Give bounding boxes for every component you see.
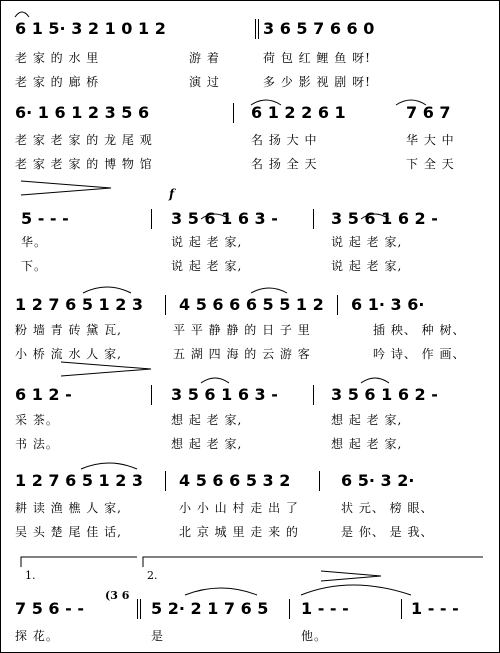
measure-3-notes: 7 6 7 xyxy=(406,103,451,122)
lyric: 多 少 影 视 剧 呀! xyxy=(263,75,371,89)
measure-2-notes: 6 1 2 2 6 1 xyxy=(251,103,346,122)
measure-4-notes: 1 - - - xyxy=(411,599,459,618)
volta-bracket-2 xyxy=(143,557,483,567)
lyric: 小 小 山 村 走 出 了 xyxy=(179,501,299,515)
slur xyxy=(201,378,229,383)
lyric: 老 家 老 家 的 博 物 馆 xyxy=(15,157,153,171)
lyric: 说 起 老 家, xyxy=(171,235,243,249)
lyric-verse-1 xyxy=(1,49,499,65)
measure-2-notes: 4 5 6 6 6 5 5 1 2 xyxy=(179,295,324,314)
lyric: 说 起 老 家, xyxy=(171,259,243,273)
slur xyxy=(83,287,131,293)
lyric-verse-1 xyxy=(1,131,499,147)
lyric-verse-1 xyxy=(1,321,499,337)
crescendo-hairpin xyxy=(321,571,381,581)
lyric-verse-2 xyxy=(1,155,499,171)
lyric: 说 起 老 家, xyxy=(331,259,403,273)
first-ending-label: 1. xyxy=(25,569,36,582)
lyric-verse-1 xyxy=(1,411,499,427)
measure-3-notes: 1 - - - xyxy=(301,599,349,618)
measure-2-notes: 5 2· 2 1 7 6 5 xyxy=(151,599,269,618)
lyric: 采 茶。 xyxy=(15,413,59,427)
lyric: 状 元、 榜 眼、 xyxy=(341,501,434,515)
notation-line xyxy=(1,599,499,621)
measure-2-notes: 4 5 6 6 5 3 2 xyxy=(179,471,291,490)
lyric: 游 着 xyxy=(189,51,220,65)
slur xyxy=(251,288,287,293)
forte-dynamic: f xyxy=(169,187,175,201)
barline xyxy=(319,471,320,491)
measure-3-notes: 6 5· 3 2· xyxy=(341,471,415,490)
barline xyxy=(289,599,290,619)
tie xyxy=(301,585,411,595)
barline xyxy=(233,103,234,123)
measure-1-notes: 5 - - - xyxy=(21,209,69,228)
notation-line xyxy=(1,471,499,493)
slur xyxy=(81,463,137,469)
measure-2-notes: 3 6 5 7 6 6 0 xyxy=(263,19,375,38)
lyric-verse-2 xyxy=(1,257,499,273)
measure-2-notes: 3 5 6 1 6 3 - xyxy=(171,209,278,228)
lyric: 吟 诗、 作 画、 xyxy=(373,347,466,361)
lyric: 是 xyxy=(151,629,165,643)
lyric: 华 大 中 xyxy=(406,133,455,147)
lyric: 平 平 静 静 的 日 子 里 xyxy=(173,323,311,337)
notation-line xyxy=(1,385,499,407)
lyric: 老 家 的 水 里 xyxy=(15,51,100,65)
lyric: 想 起 老 家, xyxy=(331,437,403,451)
repeat-barline xyxy=(140,599,141,619)
lyric: 下 全 天 xyxy=(406,157,455,171)
lyric: 想 起 老 家, xyxy=(331,413,403,427)
lyric: 是 你、 是 我、 xyxy=(341,525,434,539)
barline xyxy=(165,471,166,491)
measure-1-notes: 6 1 2 - xyxy=(15,385,72,404)
second-ending-label: 2. xyxy=(147,569,158,582)
lyric: 想 起 老 家, xyxy=(171,413,243,427)
measure-3-notes: 3 5 6 1 6 2 - xyxy=(331,385,438,404)
barline xyxy=(151,209,152,229)
slur xyxy=(15,12,29,17)
lyric-verse-2 xyxy=(1,345,499,361)
lyric-verse-2 xyxy=(1,435,499,451)
lyric: 演 过 xyxy=(189,75,220,89)
lyric: 说 起 老 家, xyxy=(331,235,403,249)
lyric: 想 起 老 家, xyxy=(171,437,243,451)
lyric: 粉 墙 青 砖 黛 瓦, xyxy=(15,323,122,337)
lyric: 吴 头 楚 尾 佳 话, xyxy=(15,525,122,539)
lyric: 他。 xyxy=(301,629,328,643)
barline xyxy=(255,19,256,39)
lyric-verse-2 xyxy=(1,523,499,539)
pickup-notes: (3 6 xyxy=(105,589,130,602)
repeat-barline xyxy=(137,599,138,619)
lyric: 老 家 老 家 的 龙 尾 观 xyxy=(15,133,153,147)
lyric-verse-1 xyxy=(1,499,499,515)
lyric: 小 桥 流 水 人 家, xyxy=(15,347,122,361)
barline xyxy=(313,385,314,405)
lyric: 耕 读 渔 樵 人 家, xyxy=(15,501,122,515)
lyric: 名 扬 大 中 xyxy=(251,133,318,147)
measure-2-notes: 3 5 6 1 6 3 - xyxy=(171,385,278,404)
notation-line xyxy=(1,295,499,317)
measure-3-notes: 3 5 6 1 6 2 - xyxy=(331,209,438,228)
lyric: 华。 xyxy=(21,235,48,249)
slur xyxy=(185,588,257,595)
barline xyxy=(258,19,259,39)
notation-line xyxy=(1,209,499,231)
notation-line xyxy=(1,103,499,125)
lyric: 下。 xyxy=(21,259,48,273)
crescendo-hairpin xyxy=(21,181,111,195)
lyric: 老 家 的 廊 桥 xyxy=(15,75,100,89)
lyric-verse-2 xyxy=(1,73,499,89)
slur xyxy=(361,378,389,383)
crescendo-hairpin xyxy=(61,362,151,376)
lyric-verse-1 xyxy=(1,627,499,643)
lyric: 北 京 城 里 走 来 的 xyxy=(179,525,299,539)
lyric: 名 扬 全 天 xyxy=(251,157,318,171)
measure-1-notes: 6· 1 6 1 2 3 5 6 xyxy=(15,103,150,122)
barline xyxy=(401,599,402,619)
measure-1-notes: 1 2 7 6 5 1 2 3 xyxy=(15,295,144,314)
volta-bracket-1 xyxy=(21,557,137,567)
barline xyxy=(165,295,166,315)
measure-1-notes: 6 1 5· 3 2 1 0 1 2 xyxy=(15,19,166,38)
lyric: 五 湖 四 海 的 云 游 客 xyxy=(173,347,311,361)
lyric: 荷 包 红 鲤 鱼 呀! xyxy=(263,51,371,65)
barline xyxy=(151,385,152,405)
lyric: 探 花。 xyxy=(15,629,59,643)
measure-1-notes: 7 5 6 - - xyxy=(15,599,84,618)
notation-line xyxy=(1,19,499,41)
measure-1-notes: 1 2 7 6 5 1 2 3 xyxy=(15,471,144,490)
barline xyxy=(313,209,314,229)
measure-3-notes: 6 1· 3 6· xyxy=(351,295,425,314)
lyric: 插 秧、 种 树、 xyxy=(373,323,466,337)
barline xyxy=(337,295,338,315)
lyric: 书 法。 xyxy=(15,437,59,451)
lyric-verse-1 xyxy=(1,233,499,249)
